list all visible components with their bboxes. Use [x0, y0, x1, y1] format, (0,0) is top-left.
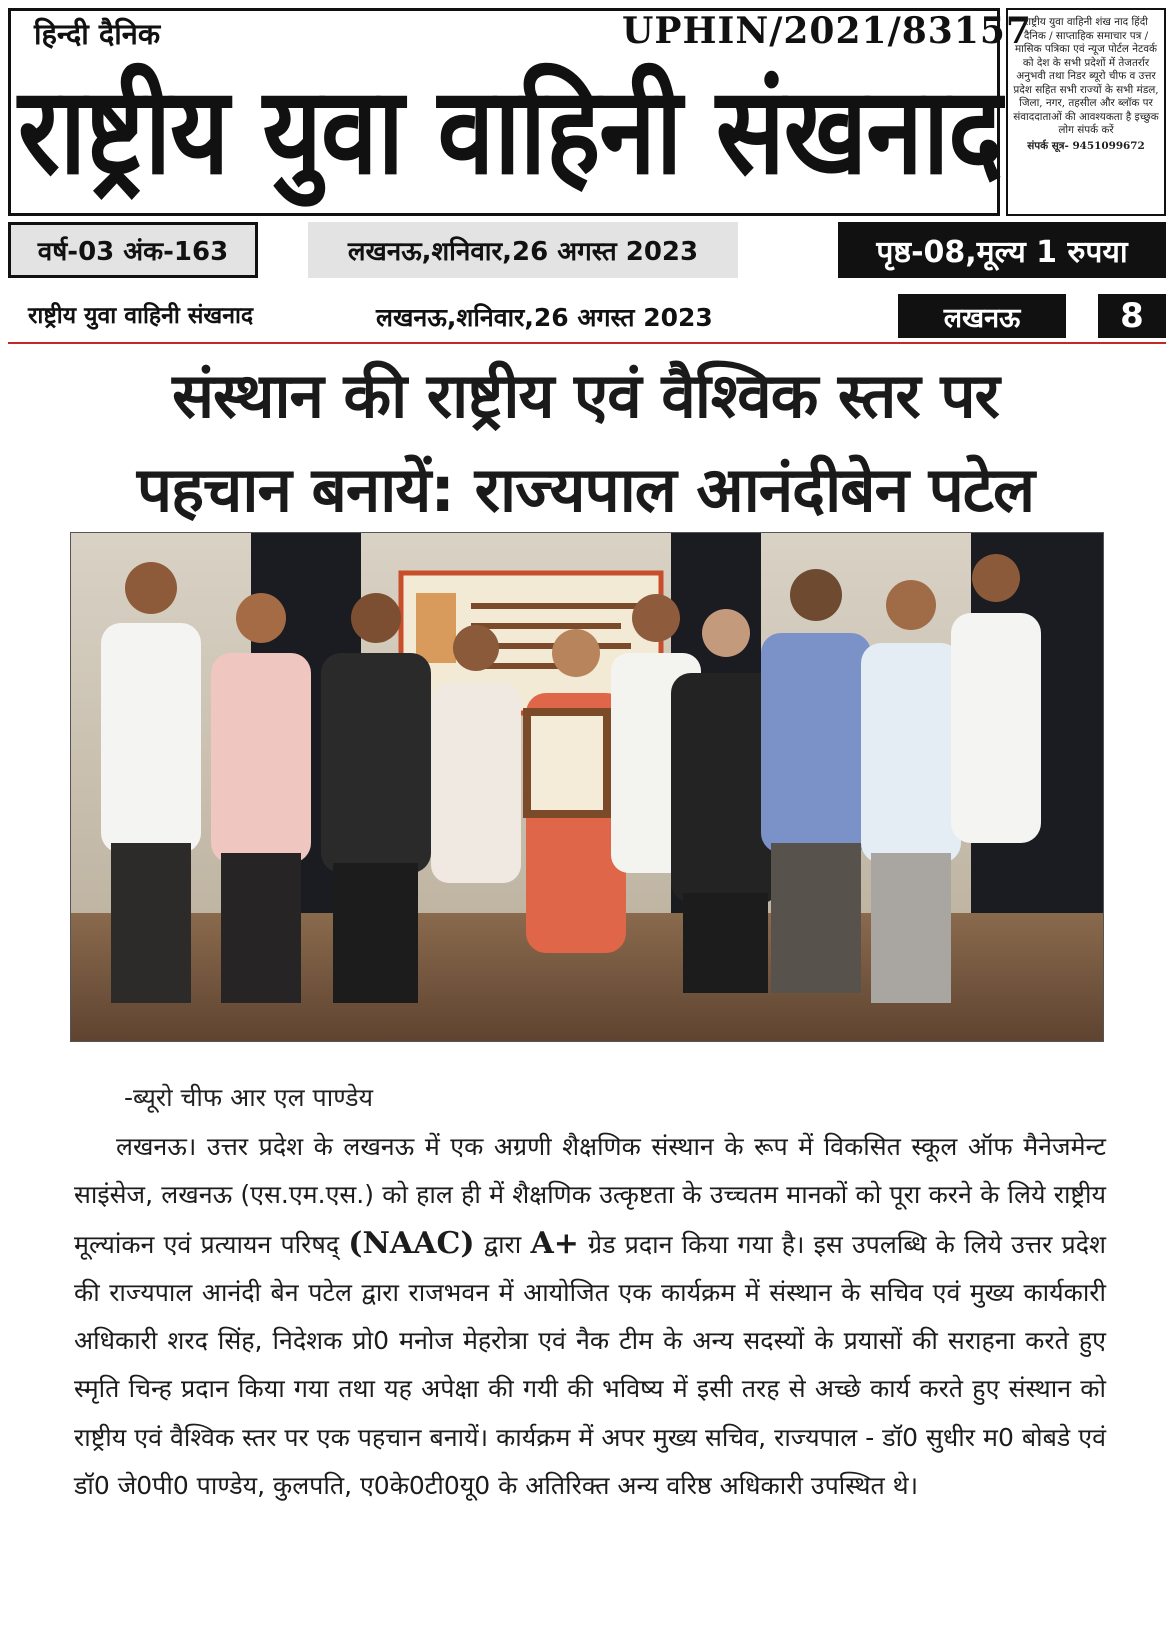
side-notice-text: राष्ट्रीय युवा वाहिनी शंख नाद हिंदी दैनिक / साप्ताहिक समाचार पत्र / मासिक पत्रिका एवं न्यूज पोर्टल नेटवर्क को देश के सभी प्रदेशों में तेजतर्रार अनुभवी तथा निडर ब्यूरो चीफ व उत्तर प्रदेश सहित सभी राज्यों के सभी मंडल, जिला, नगर, तहसील और ब्लॉक पर संवाददाताओं की आवश्यकता है इच्छुक लोग संपर्क करें — [1013, 16, 1159, 137]
article-text-part-2: द्वारा — [483, 1229, 522, 1259]
header-divider — [8, 342, 1166, 344]
running-header-date: लखनऊ,शनिवार,26 अगस्त 2023 — [376, 303, 713, 332]
news-photo — [70, 532, 1104, 1042]
info-strip — [8, 222, 1166, 278]
registration-number: UPHIN/2021/83157 — [622, 10, 1032, 52]
side-notice — [1006, 8, 1166, 216]
running-header-paper: राष्ट्रीय युवा वाहिनी संखनाद — [28, 303, 254, 329]
page-price: पृष्ठ-08,मूल्य 1 रुपया — [838, 222, 1166, 278]
section-badge-city: लखनऊ — [898, 294, 1066, 338]
award-ceremony-photo-illustration — [71, 533, 1104, 1042]
paper-title: राष्ट्रीय युवा वाहिनी संखनाद — [18, 61, 1002, 202]
grade-label: A+ — [530, 1225, 579, 1261]
daily-label: हिन्दी दैनिक — [34, 17, 161, 51]
page-number-badge: 8 — [1098, 294, 1166, 338]
issue-number: वर्ष-03 अंक-163 — [8, 222, 258, 278]
naac-acronym: (NAAC) — [348, 1225, 475, 1261]
article-text-part-1: लखनऊ। उत्तर प्रदेश के लखनऊ में एक अग्रणी शैक्षणिक संस्थान के रूप में विकसित स्कूल ऑफ मैनेजमेन्ट साइंसेज, लखनऊ (एस.एम.एस.) को हाल ही में शैक्षणिक उत्कृष्टता के उच्चतम मानकों को पूरा करने के लिये राष्ट्रीय मूल्यांकन एवं प्रत्यायन परिषद् — [74, 1132, 1106, 1259]
byline: -ब्यूरो चीफ आर एल पाण्डेय — [124, 1083, 373, 1112]
side-notice-contact: संपर्क सूत्र- 9451099672 — [1027, 139, 1145, 152]
headline-line-1: संस्थान की राष्ट्रीय एवं वैश्विक स्तर पर — [172, 359, 999, 432]
issue-date: लखनऊ,शनिवार,26 अगस्त 2023 — [308, 222, 738, 278]
headline-line-2: पहचान बनायें: राज्यपाल आनंदीबेन पटेल — [136, 453, 1035, 526]
article-body — [74, 1123, 1106, 1510]
article-text-part-3: ग्रेड प्रदान किया गया है। इस उपलब्धि के लिये उत्तर प्रदेश की राज्यपाल आनंदी बेन पटेल द्वारा राजभवन में आयोजित एक कार्यक्रम में संस्थान के सचिव एवं मुख्य कार्यकारी अधिकारी शरद सिंह, निदेशक प्रो0 मनोज मेहरोत्रा एवं नैक टीम के अन्य सदस्यों के प्रयासों की सराहना करते हुए स्मृति चिन्ह प्रदान किया गया तथा यह अपेक्षा की गयी की भविष्य में इसी तरह से अच्छे कार्य करते हुए संस्थान को राष्ट्रीय एवं वैश्विक स्तर पर एक पहचान बनायें। कार्यक्रम में अपर मुख्य सचिव, राज्यपाल - डॉ0 सुधीर म0 बोबडे एवं डॉ0 जे0पी0 पाण्डेय, कुलपति, ए0के0टी0यू0 के अतिरिक्त अन्य वरिष्ठ अधिकारी उपस्थित थे। — [74, 1229, 1107, 1501]
